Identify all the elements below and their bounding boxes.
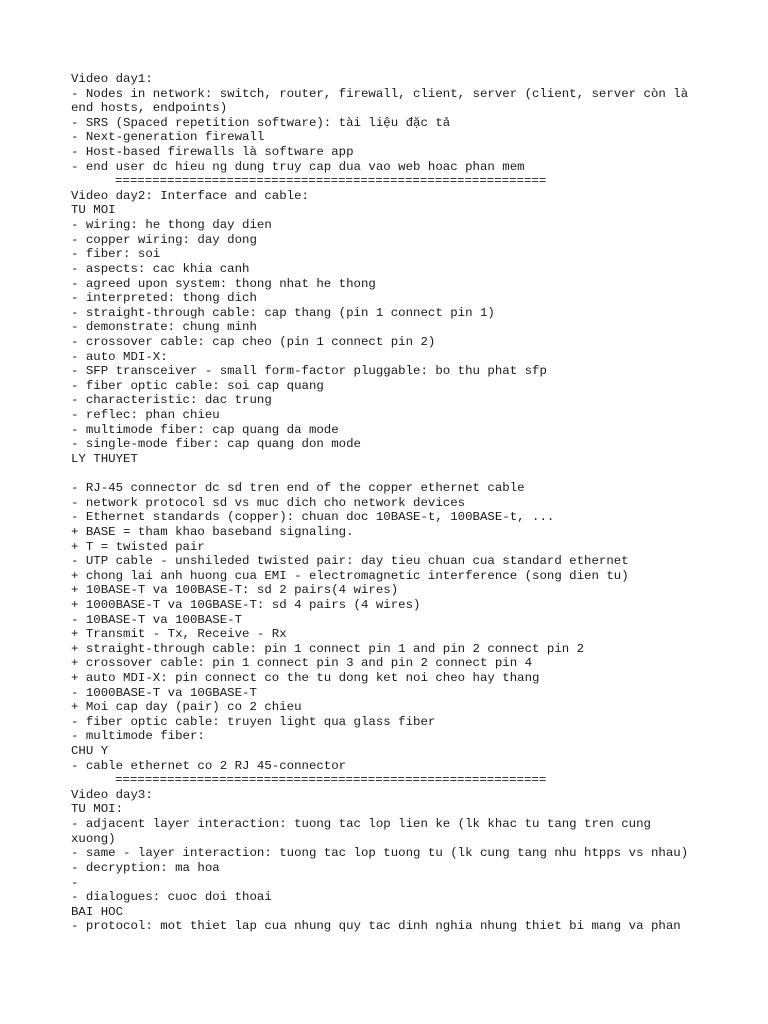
text-line: - SRS (Spaced repetition software): tài liệu đặc tả xyxy=(71,115,451,130)
text-line: - fiber optic cable: soi cap quang xyxy=(71,378,324,393)
text-line: Video day1: xyxy=(71,72,153,86)
text-line: - adjacent layer interaction: tuong tac lop lien ke (lk khac tu tang tren cung xyxy=(71,817,651,832)
text-line: - Ethernet standards (copper): chuan doc 10BASE-t, 100BASE-t, ... xyxy=(71,510,555,525)
document-page xyxy=(71,72,711,934)
text-line: - agreed upon system: thong nhat he thong xyxy=(71,276,376,291)
text-line: - UTP cable - unshileded twisted pair: day tieu chuan cua standard ethernet xyxy=(71,554,629,569)
text-line: - dialogues: cuoc doi thoai xyxy=(71,890,272,905)
text-line: - aspects: cac khia canh xyxy=(71,261,250,276)
text-line: + T = twisted pair xyxy=(71,539,205,554)
text-line: - network protocol sd vs muc dich cho network devices xyxy=(71,495,466,510)
text-line: - RJ-45 connector dc sd tren end of the copper ethernet cable xyxy=(71,481,525,496)
text-line: - characteristic: dac trung xyxy=(71,393,272,408)
text-line: - auto MDI-X: xyxy=(71,349,168,364)
text-line: - fiber optic cable: truyen light qua glass fiber xyxy=(71,714,436,729)
section-heading: Video day3: xyxy=(71,787,153,802)
text-line: - copper wiring: day dong xyxy=(71,232,257,247)
text-line: + Transmit - Tx, Receive - Rx xyxy=(71,627,287,642)
text-line: - wiring: he thong day dien xyxy=(71,218,272,233)
text-line: - end user dc hieu ng dung truy cap dua vao web hoac phan mem xyxy=(71,159,525,174)
subsection-heading: TU MOI xyxy=(71,203,116,218)
text-line: - straight-through cable: cap thang (pin 1 connect pin 1) xyxy=(71,305,495,320)
text-line: + straight-through cable: pin 1 connect pin 1 and pin 2 connect pin 2 xyxy=(71,641,585,656)
text-line: - 1000BASE-T va 10GBASE-T xyxy=(71,685,257,700)
text-line: - Next-generation firewall xyxy=(71,130,265,145)
subsection-heading: TU MOI: xyxy=(71,802,124,817)
text-line: end hosts, endpoints) xyxy=(71,101,228,116)
text-line: - reflec: phan chieu xyxy=(71,408,220,423)
blank-line xyxy=(71,466,711,481)
text-line: - same - layer interaction: tuong tac lop tuong tu (lk cung tang nhu htpps vs nhau) xyxy=(71,846,689,861)
text-line: - decryption: ma hoa xyxy=(71,860,220,875)
text-line: - cable ethernet co 2 RJ 45-connector xyxy=(71,758,347,773)
text-line: - protocol: mot thiet lap cua nhung quy tac dinh nghia nhung thiet bi mang va phan xyxy=(71,919,681,934)
text-line: - crossover cable: cap cheo (pin 1 connect pin 2) xyxy=(71,334,436,349)
text-line: - single-mode fiber: cap quang don mode xyxy=(71,437,361,452)
text-line: + BASE = tham khao baseband signaling. xyxy=(71,524,354,539)
text-line: + 10BASE-T va 100BASE-T: sd 2 pairs(4 wires) xyxy=(71,583,399,598)
subsection-heading: CHU Y xyxy=(71,744,109,759)
text-line: - 10BASE-T va 100BASE-T xyxy=(71,612,243,627)
text-line: - xyxy=(71,875,79,890)
text-line: - multimode fiber: xyxy=(71,729,205,744)
text-line: - multimode fiber: cap quang da mode xyxy=(71,422,339,437)
separator-line: ========================================================== xyxy=(115,773,547,788)
text-line: + crossover cable: pin 1 connect pin 3 and pin 2 connect pin 4 xyxy=(71,656,533,671)
text-line: + Moi cap day (pair) co 2 chieu xyxy=(71,700,302,715)
text-line: - SFP transceiver - small form-factor pluggable: bo thu phat sfp xyxy=(71,364,547,379)
text-line: xuong) xyxy=(71,831,116,846)
text-line: - Host-based firewalls là software app xyxy=(71,145,354,160)
subsection-heading: BAI HOC xyxy=(71,904,124,919)
text-line: - demonstrate: chung minh xyxy=(71,320,257,335)
subsection-heading: LY THUYET xyxy=(71,451,138,466)
separator-line: ========================================================== xyxy=(115,174,547,189)
text-line: + auto MDI-X: pin connect co the tu dong ket noi cheo hay thang xyxy=(71,670,540,685)
text-line: + 1000BASE-T va 10GBASE-T: sd 4 pairs (4 wires) xyxy=(71,597,421,612)
text-line: - Nodes in network: switch, router, firewall, client, server (client, server còn là xyxy=(71,86,689,101)
text-line: - fiber: soi xyxy=(71,247,161,262)
text-line: + chong lai anh huong cua EMI - electromagnetic interference (song dien tu) xyxy=(71,568,629,583)
text-line: - interpreted: thong dich xyxy=(71,291,257,306)
section-heading: Video day2: Interface and cable: xyxy=(71,188,309,203)
